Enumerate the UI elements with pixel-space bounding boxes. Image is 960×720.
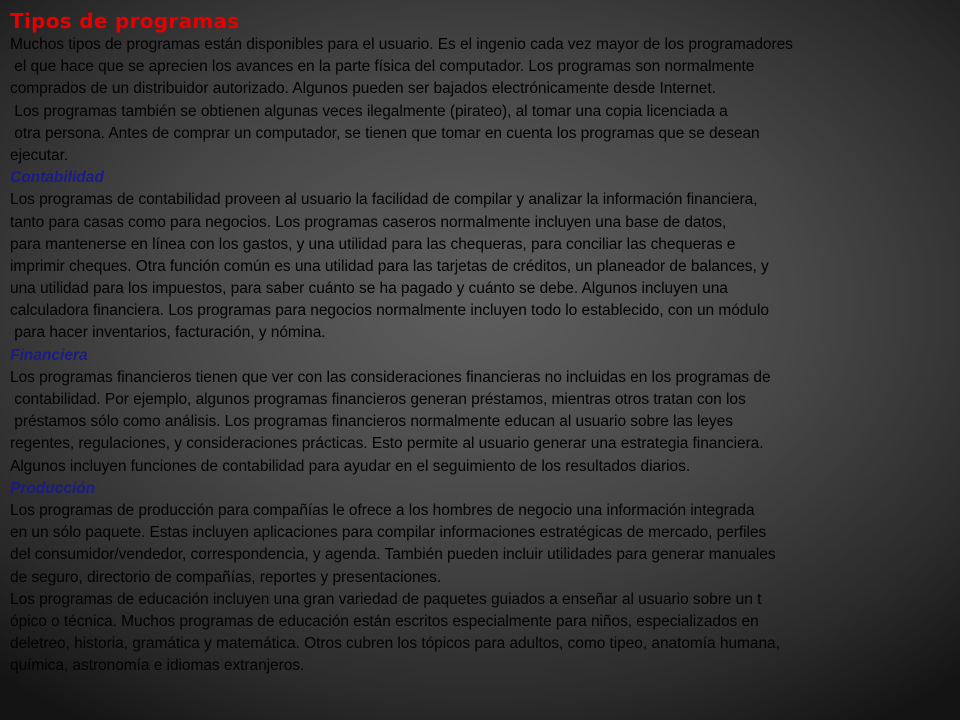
- text-line: contabilidad. Por ejemplo, algunos programas financieros generan préstamos, mientras otros tratan con los: [10, 391, 746, 408]
- section-financiera: [10, 345, 955, 478]
- text-line: el que hace que se aprecien los avances en la parte física del computador. Los programas son normalmente: [10, 58, 755, 76]
- text-line: regentes, regulaciones, y consideraciones prácticas. Esto permite al usuario generar una estrategia financiera.: [10, 435, 764, 453]
- text-line: del consumidor/vendedor, correspondencia, y agenda. También pueden incluir utilidades para generar manuales: [10, 546, 776, 564]
- slide-title: Tipos de programas: [10, 9, 240, 33]
- text-line: deletreo, historia, gramática y matemática. Otros cubren los tópicos para adultos, como tipeo, anatomía humana,: [10, 635, 780, 653]
- text-line: de seguro, directorio de compañías, reportes y presentaciones.: [10, 568, 442, 586]
- section-heading: Financiera: [10, 346, 88, 364]
- intro-paragraph: [10, 34, 955, 167]
- text-line: Muchos tipos de programas están disponibles para el usuario. Es el ingenio cada vez mayor de los programadores: [10, 36, 793, 53]
- text-line: tanto para casas como para negocios. Los programas caseros normalmente incluyen una base de datos,: [10, 213, 727, 231]
- section-produccion: [10, 478, 955, 678]
- section-heading: Contabilidad: [10, 169, 104, 187]
- text-line: Los programas de producción para compañías le ofrece a los hombres de negocio una información integrada: [10, 501, 755, 519]
- text-line: para mantenerse en línea con los gastos, y una utilidad para las chequeras, para conciliar las chequeras e: [10, 235, 736, 253]
- slide-content: [10, 8, 955, 677]
- text-line: química, astronomía e idiomas extranjeros.: [10, 657, 305, 675]
- text-line: Los programas financieros tienen que ver con las consideraciones financieras no incluidas en los programas de: [10, 368, 771, 386]
- text-line: en un sólo paquete. Estas incluyen aplicaciones para compilar informaciones estratégicas de mercado, perfiles: [10, 524, 767, 542]
- text-line: imprimir cheques. Otra función común es una utilidad para las tarjetas de créditos, un planeador de balances, y: [10, 257, 769, 275]
- section-heading: Producción: [10, 479, 96, 497]
- text-line: una utilidad para los impuestos, para saber cuánto se ha pagado y cuánto se debe. Algunos incluyen una: [10, 280, 728, 298]
- text-line: Los programas también se obtienen algunas veces ilegalmente (pirateo), al tomar una copia licenciada a: [10, 102, 728, 120]
- text-line: calculadora financiera. Los programas para negocios normalmente incluyen todo lo establecido, con un módulo: [10, 302, 769, 320]
- text-line: Algunos incluyen funciones de contabilidad para ayudar en el seguimiento de los resultados diarios.: [10, 457, 691, 475]
- text-line: comprados de un distribuidor autorizado. Algunos pueden ser bajados electrónicamente desde Internet.: [10, 80, 716, 98]
- text-line: Los programas de educación incluyen una gran variedad de paquetes guiados a enseñar al usuario sobre un t: [10, 590, 762, 608]
- text-line: para hacer inventarios, facturación, y nómina.: [10, 324, 326, 342]
- text-line: otra persona. Antes de comprar un computador, se tienen que tomar en cuenta los programas que se desean: [10, 124, 760, 142]
- text-line: préstamos sólo como análisis. Los programas financieros normalmente educan al usuario sobre las leyes: [10, 413, 733, 431]
- text-line: Los programas de contabilidad proveen al usuario la facilidad de compilar y analizar la información financiera,: [10, 191, 758, 209]
- section-contabilidad: [10, 167, 955, 345]
- text-line: ejecutar.: [10, 146, 69, 164]
- text-line: ópico o técnica. Muchos programas de educación están escritos especialmente para niños, especializados en: [10, 612, 759, 630]
